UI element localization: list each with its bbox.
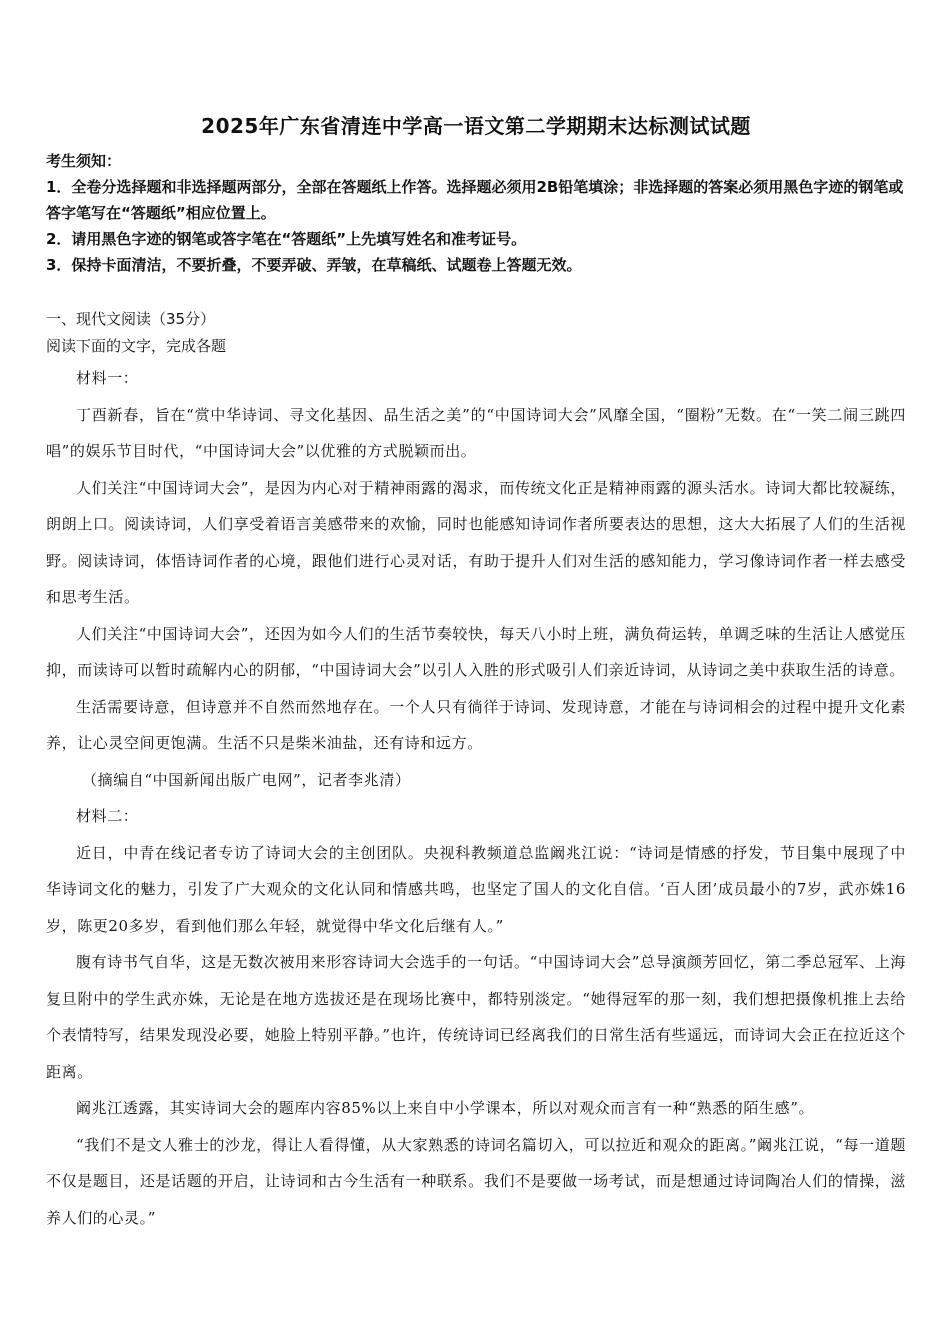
passage-paragraph: 人们关注“中国诗词大会”，还因为如今人们的生活节奏较快，每天八小时上班，满负荷运转，单调乏味的生活让人感觉压抑，而读诗可以暂时疏解内心的阴郁，“中国诗词大会”以引人入胜的形式吸引人们亲近诗词，从诗词之美中获取生活的诗意。 xyxy=(46,624,906,679)
notice-item: 1．全卷分选择题和非选择题两部分，全部在答题纸上作答。选择题必须用2B铅笔填涂；非选择题的答案必须用黑色字迹的钢笔或答字笔写在“答题纸”相应位置上。 xyxy=(46,178,904,222)
material-label: 材料二： xyxy=(76,807,139,825)
reading-passage xyxy=(46,360,906,1236)
material-label: 材料一： xyxy=(76,369,139,387)
candidate-notice xyxy=(46,148,906,278)
section-instruction: 阅读下面的文字，完成各题 xyxy=(46,337,227,355)
notice-item: 2．请用黑色字迹的钢笔或答字笔在“答题纸”上先填写姓名和准考证号。 xyxy=(46,230,527,248)
passage-paragraph: 近日，中青在线记者专访了诗词大会的主创团队。央视科教频道总监阚兆江说：“诗词是情感的抒发，节目集中展现了中华诗词文化的魅力，引发了广大观众的文化认同和情感共鸣，也坚定了国人的文化自信。‘百人团’成员最小的7岁，武亦姝16岁，陈更20多岁，看到他们那么年轻，就觉得中华文化后继有人。” xyxy=(46,843,906,935)
passage-paragraph: “我们不是文人雅士的沙龙，得让人看得懂，从大家熟悉的诗词名篇切入，可以拉近和观众的距离。”阚兆江说，“每一道题不仅是题目，还是话题的开启，让诗词和古今生活有一种联系。我们不是要做一场考试，而是想通过诗词陶冶人们的情操，滋养人们的心灵。” xyxy=(46,1135,906,1227)
section-heading: 一、现代文阅读（35分） xyxy=(46,310,216,328)
passage-paragraph: 人们关注“中国诗词大会”，是因为内心对于精神雨露的渴求，而传统文化正是精神雨露的源头活水。诗词大都比较凝练，朗朗上口。阅读诗词，人们享受着语言美感带来的欢愉，同时也能感知诗词作者所要表达的思想，这大大拓展了人们的生活视野。阅读诗词，体悟诗词作者的心境，跟他们进行心灵对话，有助于提升人们对生活的感知能力，学习像诗词作者一样去感受和思考生活。 xyxy=(46,478,906,606)
source-note: （摘编自“中国新闻出版广电网”，记者李兆清） xyxy=(82,770,411,789)
passage-paragraph: 腹有诗书气自华，这是无数次被用来形容诗词大会选手的一句话。“中国诗词大会”总导演颜芳回忆，第二季总冠军、上海复旦附中的学生武亦姝，无论是在地方选拔还是在现场比赛中，都特别淡定。“她得冠军的那一刻，我们想把摄像机推上去给个表情特写，结果发现没必要，她脸上特别平静。”也许，传统诗词已经离我们的日常生活有些遥远，而诗词大会正在拉近这个距离。 xyxy=(46,953,906,1081)
exam-page xyxy=(46,108,906,1236)
page-title: 2025年广东省清连中学高一语文第二学期期末达标测试试题 xyxy=(201,114,751,138)
passage-paragraph: 阚兆江透露，其实诗词大会的题库内容85%以上来自中小学课本，所以对观众而言有一种“熟悉的陌生感”。 xyxy=(76,1099,815,1117)
notice-item: 3．保持卡面清洁，不要折叠，不要弄破、弄皱，在草稿纸、试题卷上答题无效。 xyxy=(46,256,582,274)
passage-paragraph: 生活需要诗意，但诗意并不自然而然地存在。一个人只有徜徉于诗词、发现诗意，才能在与诗词相会的过程中提升文化素养，让心灵空间更饱满。生活不只是柴米油盐，还有诗和远方。 xyxy=(46,697,906,752)
passage-paragraph: 丁酉新春，旨在“赏中华诗词、寻文化基因、品生活之美”的“中国诗词大会”风靡全国，“圈粉”无数。在“一笑二闹三跳四唱”的娱乐节目时代，“中国诗词大会”以优雅的方式脱颖而出。 xyxy=(46,405,906,460)
notice-heading: 考生须知： xyxy=(46,152,122,170)
